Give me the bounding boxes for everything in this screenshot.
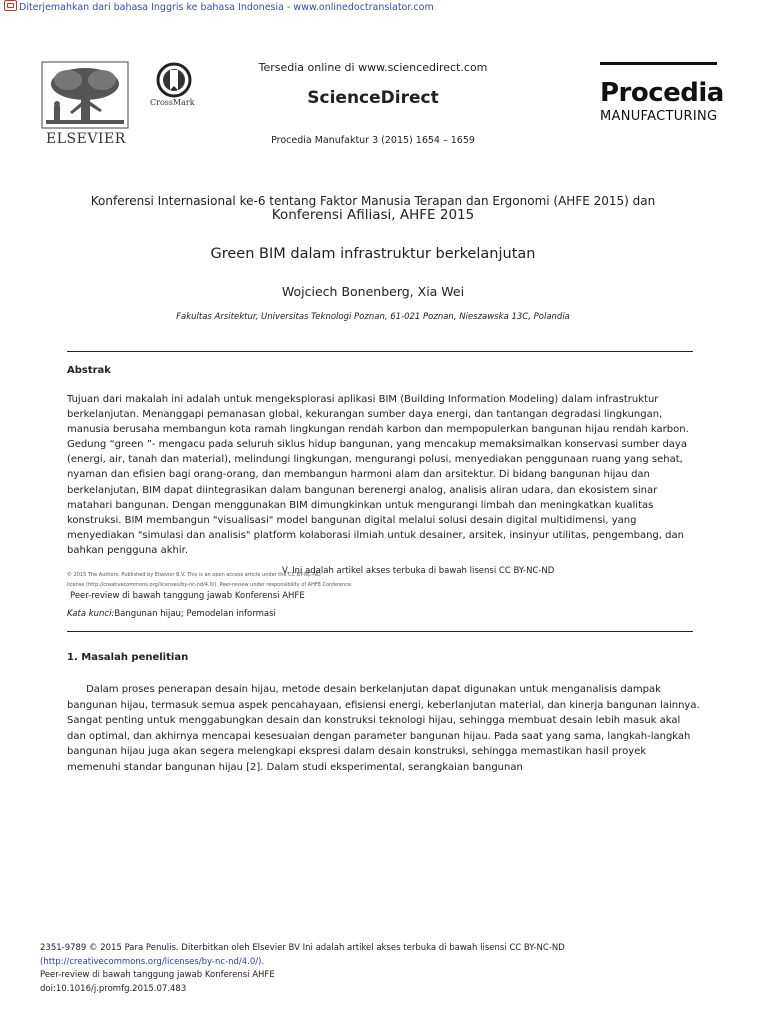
abstract-line: matahari bangunan. Dengan menggunakan BIM dimungkinkan untuk mengurangi limbah dan meningkatkan kualitas — [67, 499, 654, 511]
body-line: dan optimal, dan akhirnya mencapai kesesuaian dengan parameter bangunan hijau. Pada saat yang sama, langkah-langkah — [67, 730, 691, 742]
body-line: memenuhi standar bangunan hijau [2]. Dalam studi eksperimental, serangkaian bangunan — [67, 761, 523, 773]
section-heading: 1. Masalah penelitian — [67, 652, 189, 663]
body-line: Sangat penting untuk menggabungkan desain dan konstruksi teknologi hijau, sehingga membuat desain lebih masuk akal — [67, 715, 681, 727]
procedia-wordmark: Procedia — [600, 78, 724, 108]
section-body — [67, 682, 700, 776]
abstract-line: (energi, air, tanah dan material), melindungi lingkungan, mengurangi polusi, menyediakan penggunaan ruang yang sehat, — [67, 454, 683, 466]
translator-note[interactable] — [4, 0, 434, 13]
crossmark-label: CrossMark — [150, 98, 195, 107]
license-small-line-1: © 2015 The Authors. Published by Elsevier B.V. This is an open access article under the CC BY-NC-ND — [67, 572, 321, 578]
keywords-value: Bangunan hijau; Pemodelan informasi — [114, 609, 276, 619]
abstract-line: berkelanjutan, BIM dapat diintegrasikan dalam bangunan berenergi analog, analisis aliran udara, dan ekosistem sinar — [67, 484, 658, 496]
available-online: Tersedia online di www.sciencedirect.com — [258, 61, 488, 74]
journal-citation: Procedia Manufaktur 3 (2015) 1654 – 1659 — [271, 135, 475, 146]
license-small-line-2: license (http://creativecommons.org/licenses/by-nc-nd/4.0/). Peer-review under responsibility of AHFE Conference. — [67, 582, 353, 588]
license-link[interactable]: (http://creativecommons.org/licenses/by-nc-nd/4.0/). — [40, 956, 265, 967]
conference-line-1: Konferensi Internasional ke-6 tentang Faktor Manusia Terapan dan Ergonomi (AHFE 2015) dan — [90, 194, 656, 208]
abstract-line: Gedung “green ”- mengacu pada seluruh siklus hidup bangunan, yang mencakup memaksimalkan konservasi sumber daya — [67, 439, 687, 451]
document-icon — [4, 0, 17, 11]
author-affiliation: Fakultas Arsitektur, Universitas Teknologi Poznan, 61-021 Poznan, Nieszawska 13C, Polandia — [176, 312, 570, 322]
body-line: bangunan hijau juga akan segera melengkapi ekspresi dalam desain konstruksi, sehingga memastikan hasil proyek — [67, 746, 647, 758]
footer-doi: doi:10.1016/j.promfg.2015.07.483 — [40, 984, 187, 995]
procedia-rule — [600, 62, 717, 65]
abstract-line: menyediakan "simulasi dan analisis" platform kolaborasi ilmiah untuk desainer, arsitek, insinyur utilitas, pengembang, dan — [67, 529, 684, 541]
abstract-line: nyaman dan efisien bagi orang-orang, dan membangun harmoni alam dan arsitektur. Di bidang bangunan hijau dan — [67, 469, 650, 481]
abstract-body — [67, 392, 695, 558]
divider-top — [67, 351, 693, 352]
conference-line-2: Konferensi Afiliasi, AHFE 2015 — [271, 207, 475, 223]
footer-issn: 2351-9789 © 2015 Para Penulis. Diterbitkan oleh Elsevier BV Ini adalah artikel akses terbuka di bawah lisensi CC BY-NC-ND — [40, 943, 565, 953]
paper-title: Green BIM dalam infrastruktur berkelanjutan — [210, 246, 536, 262]
abstract-line: bahkan pengguna akhir. — [67, 544, 188, 556]
abstract-line: konstruksi. BIM membangun "visualisasi" model bangunan digital melalui solusi desain digital multidimensi, yang — [67, 514, 637, 526]
elsevier-wordmark: ELSEVIER — [46, 131, 126, 147]
footer-peer-review: Peer-review di bawah tanggung jawab Konferensi AHFE — [40, 970, 275, 981]
keywords — [67, 609, 276, 619]
procedia-subtitle: MANUFACTURING — [600, 109, 718, 124]
keywords-label: Kata kunci: — [67, 609, 115, 619]
translator-note-text: Diterjemahkan dari bahasa Inggris ke bahasa Indonesia - www.onlinedoctranslator.com — [19, 2, 434, 13]
divider-bottom — [67, 631, 693, 632]
body-line: Dalam proses penerapan desain hijau, metode desain berkelanjutan dapat digunakan untuk menganalisis dampak — [67, 684, 661, 695]
abstract-line: manusia berusaha membangun kota ramah lingkungan rendah karbon dan mempopulerkan bangunan hijau rendah karbon. — [67, 424, 689, 436]
footer — [40, 942, 565, 997]
body-line: bangunan hijau, termasuk semua aspek pencahayaan, efisiensi energi, keberlanjutan material, dan kinerja bangunan lainnya. — [67, 699, 700, 711]
paper-authors: Wojciech Bonenberg, Xia Wei — [281, 284, 465, 299]
license-notice: V. Ini adalah artikel akses terbuka di bawah lisensi CC BY-NC-ND — [282, 566, 555, 576]
peer-review-note: Peer-review di bawah tanggung jawab Konferensi AHFE — [70, 591, 305, 601]
abstract-line: berkelanjutan. Menanggapi pemanasan global, kekurangan sumber daya energi, dan tantangan degradasi lingkungan, — [67, 409, 663, 421]
abstract-line: Tujuan dari makalah ini adalah untuk mengeksplorasi aplikasi BIM (Building Information Modeling) dalam infrastruktur — [67, 394, 659, 405]
sciencedirect-title: ScienceDirect — [307, 88, 439, 108]
abstract-heading: Abstrak — [67, 365, 111, 376]
